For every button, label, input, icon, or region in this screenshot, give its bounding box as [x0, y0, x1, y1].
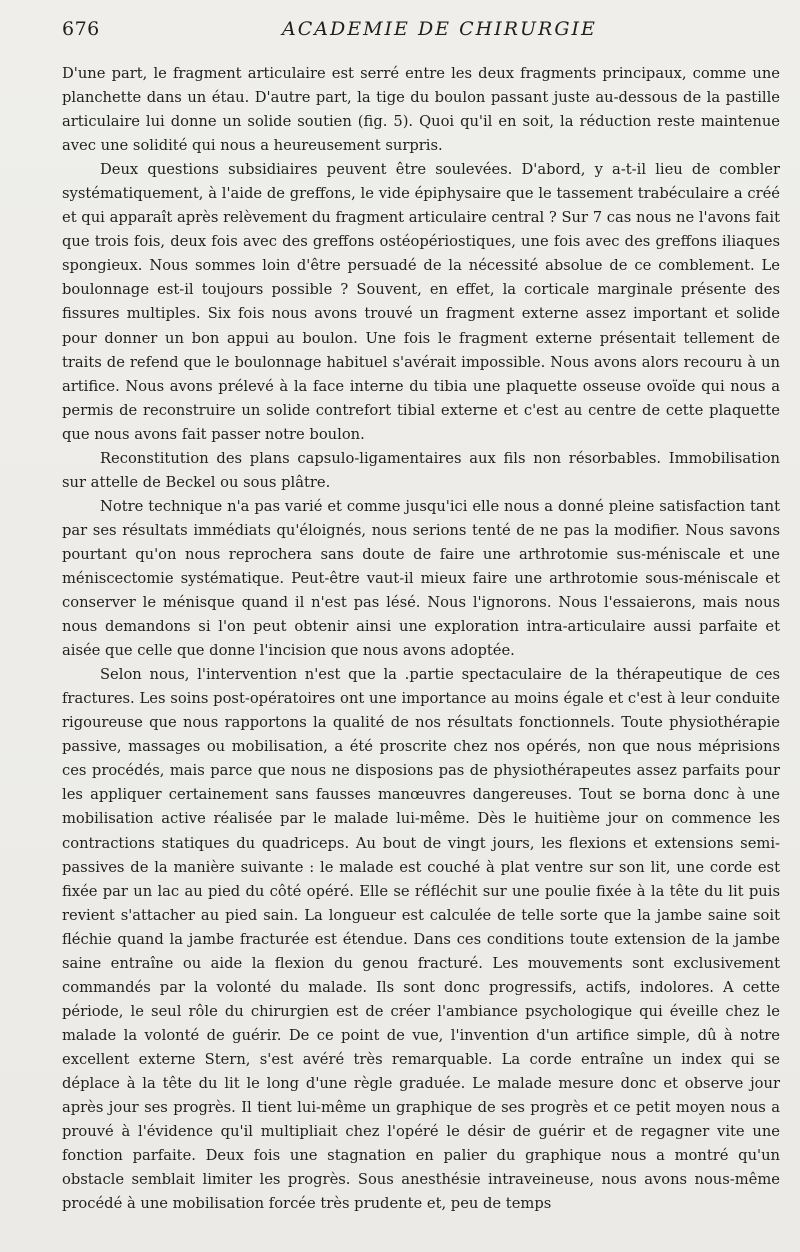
running-title: ACADEMIE DE CHIRURGIE [282, 18, 597, 40]
paragraph-5: Selon nous, l'intervention n'est que la .partie spectaculaire de la thérapeutique de ces fractures. Les soins post-opératoires ont une importance au moins égale et c'est à leur conduite rigoureuse que nous rapportons la qualité de nos résultats fonctionnels. Toute physiothérapie passive, massages ou mobilisation, a été proscrite chez nos opérés, non que nous méprisions ces procédés, mais parce que nous ne disposions pas de physiothérapeutes assez parfaits pour les appliquer certainement sans fausses manœuvres dangereuses. Tout se borna donc à une mobilisation active réalisée par le malade lui-même. Dès le huitième jour on commence les contractions statiques du quadriceps. Au bout de vingt jours, les flexions et extensions semi-passives de la manière suivante : le malade est couché à plat ventre sur son lit, une corde est fixée par un lac au pied du côté opéré. Elle se réfléchit sur une poulie fixée à la tête du lit puis revient s'attacher au pied sain. La longueur est calculée de telle sorte que la jambe saine soit fléchie quand la jambe fracturée est étendue. Dans ces conditions toute extension de la jambe saine entraîne ou aide la flexion du genou fracturé. Les mouvements sont exclusivement commandés par la volonté du malade. Ils sont donc progressifs, actifs, indolores. A cette période, le seul rôle du chirurgien est de créer l'ambiance psychologique qui éveille chez le malade la volonté de guérir. De ce point de vue, l'invention d'un artifice simple, dû à notre excellent externe Stern, s'est avéré très remarquable. La corde entraîne un index qui se déplace à la tête du lit le long d'une règle graduée. Le malade mesure donc et observe jour après jour ses progrès. Il tient lui-même un graphique de ses progrès et ce petit moyen nous a prouvé à l'évidence qu'il multipliait chez l'opéré le désir de guérir et de regagner vite une fonction parfaite. Deux fois une stagnation en palier du graphique nous a montré qu'un obstacle semblait limiter les progrès. Sous anesthésie intraveineuse, nous avons nous-même procédé à une mobilisation forcée très prudente et, peu de temps [62, 666, 780, 1213]
paragraph-1: D'une part, le fragment articulaire est serré entre les deux fragments principaux, comme une planchette dans un étau. D'autre part, la tige du boulon passant juste au-dessous de la pastille articulaire lui donne un solide soutien (fig. 5). Quoi qu'il en soit, la réduction reste maintenue avec une solidité qui nous a heureusement surpris. [62, 65, 780, 155]
paragraph-4: Notre technique n'a pas varié et comme jusqu'ici elle nous a donné pleine satisfaction tant par ses résultats immédiats qu'éloignés, nous serions tenté de ne pas la modifier. Nous savons pourtant qu'on nous reprochera sans doute de faire une arthrotomie sus-méniscale et une méniscectomie systématique. Peut-être vaut-il mieux faire une arthrotomie sous-méniscale et conserver le ménisque quand il n'est pas lésé. Nous l'ignorons. Nous l'essaierons, mais nous nous demandons si l'on peut obtenir ainsi une exploration intra-articulaire aussi parfaite et aisée que celle que donne l'incision que nous avons adoptée. [62, 497, 780, 660]
paragraph-2: Deux questions subsidiaires peuvent être soulevées. D'abord, y a-t-il lieu de combler systématiquement, à l'aide de greffons, le vide épiphysaire que le tassement trabéculaire a créé et qui apparaît après relèvement du fragment articulaire central ? Sur 7 cas nous ne l'avons fait que trois fois, deux fois avec des greffons ostéopériostiques, une fois avec des greffons iliaques spongieux. Nous sommes loin d'être persuadé de la nécessité absolue de ce comblement. Le boulonnage est-il toujours possible ? Souvent, en effet, la corticale marginale présente des fissures multiples. Six fois nous avons trouvé un fragment externe assez important et solide pour donner un bon appui au boulon. Une fois le fragment externe présentait tellement de traits de refend que le boulonnage habituel s'avérait impossible. Nous avons alors recouru à un artifice. Nous avons prélevé à la face interne du tibia une plaquette osseuse ovoïde qui nous a permis de reconstruire un solide contrefort tibial externe et c'est au centre de cette plaquette que nous avons fait passer notre boulon. [62, 161, 780, 443]
paragraph-3: Reconstitution des plans capsulo-ligamentaires aux fils non résorbables. Immobilisation sur attelle de Beckel ou sous plâtre. [62, 449, 780, 491]
page-number: 676 [62, 18, 100, 40]
page-header [62, 18, 782, 46]
article-body [62, 62, 780, 1216]
